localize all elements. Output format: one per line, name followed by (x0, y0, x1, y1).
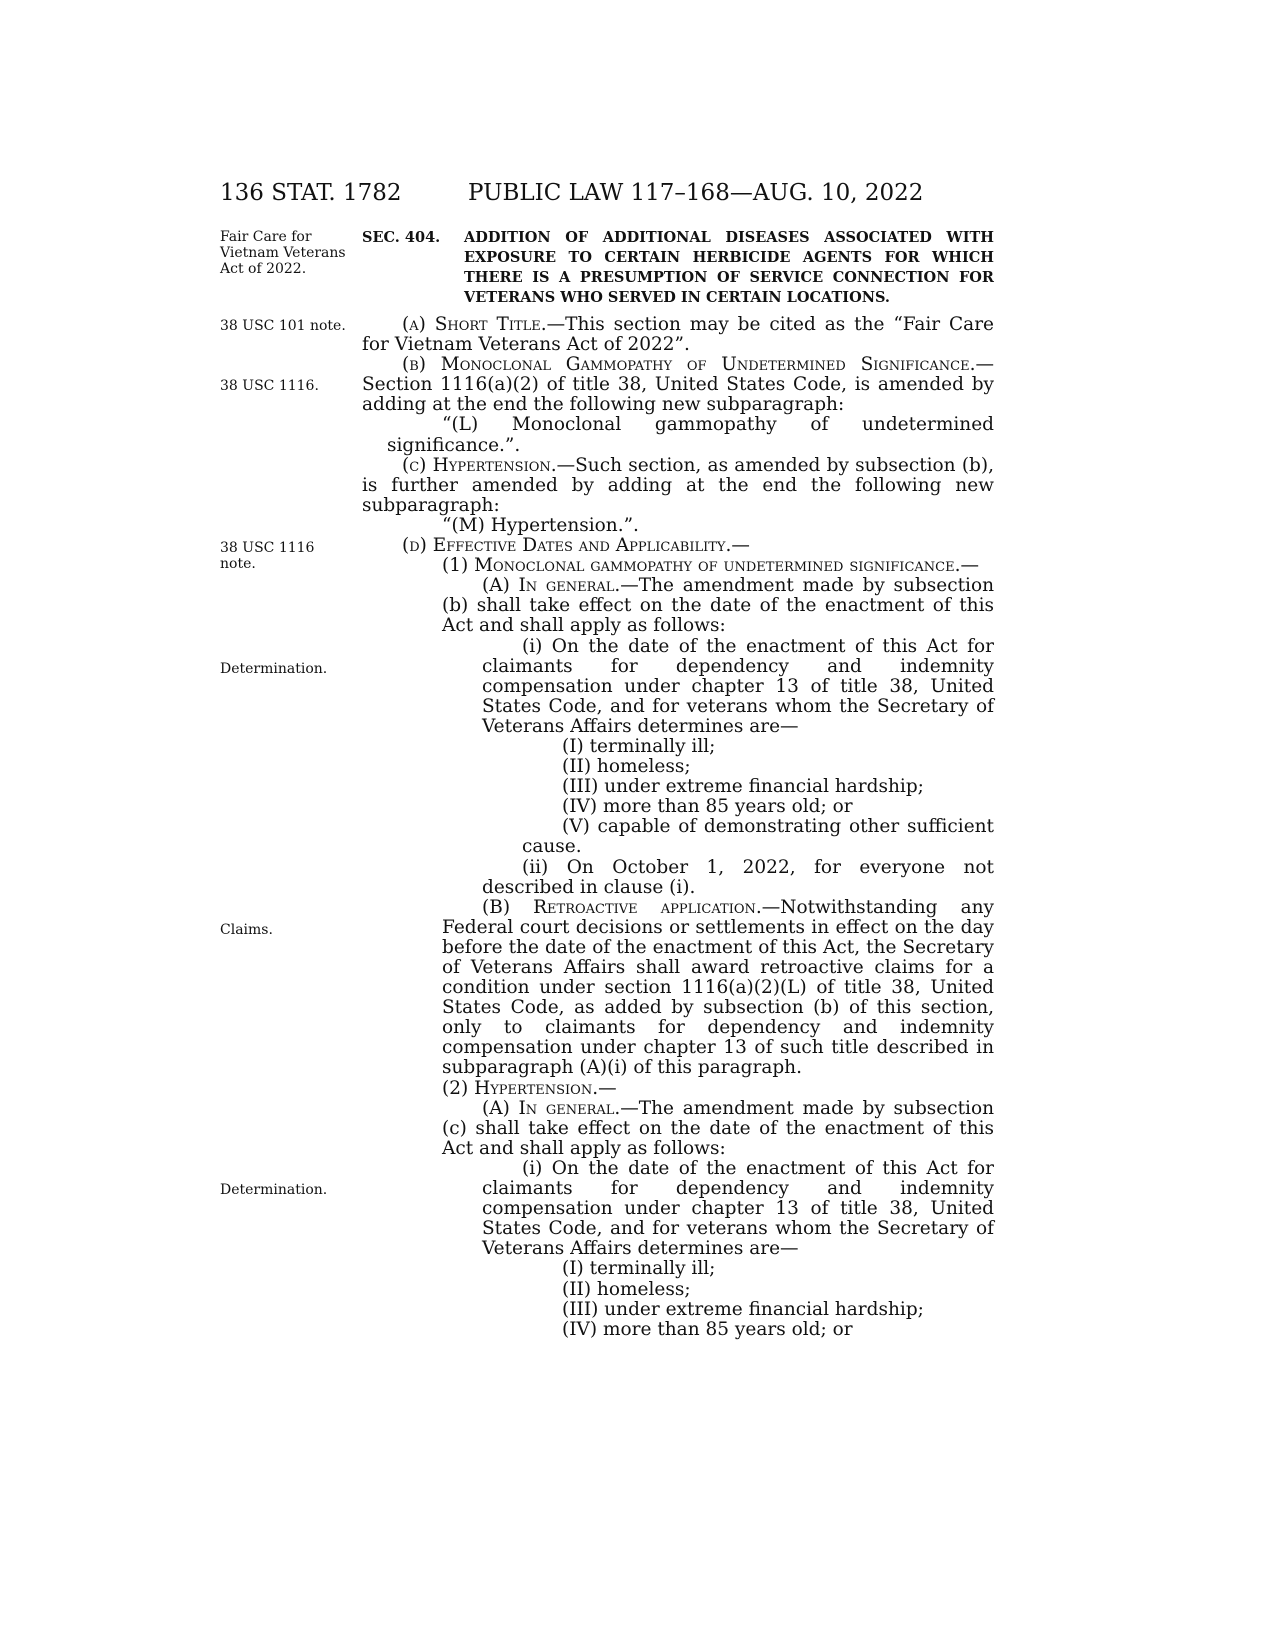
section-body (362, 315, 994, 1340)
subclause-d2Ai-IV: (IV) more than 85 years old; or (562, 1318, 853, 1340)
subparagraph-d1B-heading: (B) Retroactive application. (482, 896, 762, 918)
subsection-c-text: —Such section, as amended by subsection (b), is further amended by adding at the end the following new subparagraph: (362, 454, 994, 516)
subparagraph-d1B-text: —Notwithstanding any Federal court decisions or settlements in effect on the day before the date of the enactment of this Act, the Secretary of Veterans Affairs shall award retroactive claims for a condition under section 1116(a)(2)(L) of title 38, United States Code, as added by subsection (b) of this section, only to claimants for dependency and indemnity compensation under chapter 13 of such title described in subparagraph (A)(i) of this paragraph. (442, 896, 995, 1079)
subclause-d1Ai-I: (I) terminally ill; (562, 735, 716, 757)
subclause-d2Ai-III: (III) under extreme financial hardship; (562, 1298, 924, 1320)
margin-note-claims: Claims. (220, 922, 273, 938)
subsection-b-quote: “(L) Monoclonal gammopathy of undetermined significance.”. (387, 414, 994, 456)
section-number: SEC. 404. (362, 229, 441, 246)
subparagraph-d1A-text: —The amendment made by subsection (b) shall take effect on the date of the enactment of this Act and shall apply as follows: (442, 575, 994, 637)
subparagraph-d1B (362, 898, 994, 1079)
subclause-d2Ai-I: (I) terminally ill; (562, 1258, 716, 1280)
subparagraph-d1A (362, 576, 994, 636)
subparagraph-d2A-text: —The amendment made by subsection (c) shall take effect on the date of the enactment of this Act and shall apply as follows: (442, 1097, 994, 1159)
subsection-a-heading: (a) Short Title. (402, 314, 547, 335)
subsection-b-text: —Section 1116(a)(2) of title 38, United States Code, is amended by adding at the end the following new subparagraph: (362, 354, 994, 416)
subparagraph-d2A (362, 1099, 994, 1159)
subclause-d1Ai-III: (III) under extreme financial hardship; (562, 776, 924, 798)
subsection-a-text: —This section may be cited as the “Fair Care for Vietnam Veterans Act of 2022”. (362, 314, 994, 356)
subsection-b-heading: (b) Monoclonal Gammopathy of Undetermined Significance. (402, 354, 976, 376)
subsection-c-heading: (c) Hypertension. (402, 454, 557, 476)
section-title: ADDITION OF ADDITIONAL DISEASES ASSOCIATED WITH EXPOSURE TO CERTAIN HERBICIDE AGENTS FOR WHICH THERE IS A PRESUMPTION OF SERVICE CONNECTION FOR VETERANS WHO SERVED IN CERTAIN LOCATIONS. (464, 229, 994, 306)
public-law-header: PUBLIC LAW 117–168—AUG. 10, 2022 (468, 180, 924, 206)
subclause-d1Ai-IV: (IV) more than 85 years old; or (562, 796, 853, 818)
margin-note-determination: Determination. (220, 1182, 328, 1198)
margin-note-1116-note: 38 USC 1116 note. (220, 540, 315, 572)
clause-d1Aii: (ii) On October 1, 2022, for everyone not described in clause (i). (482, 856, 994, 898)
subsection-d-heading: (d) Effective Dates and Applicability.— (402, 535, 750, 557)
clause-d2Ai: (i) On the date of the enactment of this Act for claimants for dependency and indemnity compensation under chapter 13 of title 38, United States Code, and for veterans whom the Secretary of Veterans Affairs determines are— (482, 1157, 994, 1260)
subparagraph-d2A-heading: (A) In general. (482, 1097, 621, 1119)
subsection-a (362, 315, 994, 355)
paragraph-d2-heading: (2) Hypertension.— (442, 1077, 617, 1099)
section-heading (362, 228, 994, 308)
subclause-d1Ai-V: (V) capable of demonstrating other sufficient cause. (522, 816, 994, 858)
subsection-c (362, 456, 994, 516)
subparagraph-d1A-heading: (A) In general. (482, 575, 621, 597)
margin-note-short-title: Fair Care for Vietnam Veterans Act of 2022. (220, 229, 346, 277)
subsection-b (362, 355, 994, 415)
subclause-d1Ai-II: (II) homeless; (562, 756, 691, 778)
margin-note-1116: 38 USC 1116. (220, 378, 319, 394)
margin-note-101: 38 USC 101 note. (220, 318, 346, 334)
stat-page-number: 136 STAT. 1782 (220, 180, 402, 206)
subsection-c-quote: “(M) Hypertension.”. (442, 514, 639, 536)
margin-note-determination: Determination. (220, 661, 328, 677)
clause-d1Ai: (i) On the date of the enactment of this Act for claimants for dependency and indemnity compensation under chapter 13 of title 38, United States Code, and for veterans whom the Secretary of Veterans Affairs determines are— (482, 635, 994, 737)
subclause-d2Ai-II: (II) homeless; (562, 1278, 691, 1300)
paragraph-d1-heading: (1) Monoclonal gammopathy of undetermined significance.— (442, 555, 979, 577)
